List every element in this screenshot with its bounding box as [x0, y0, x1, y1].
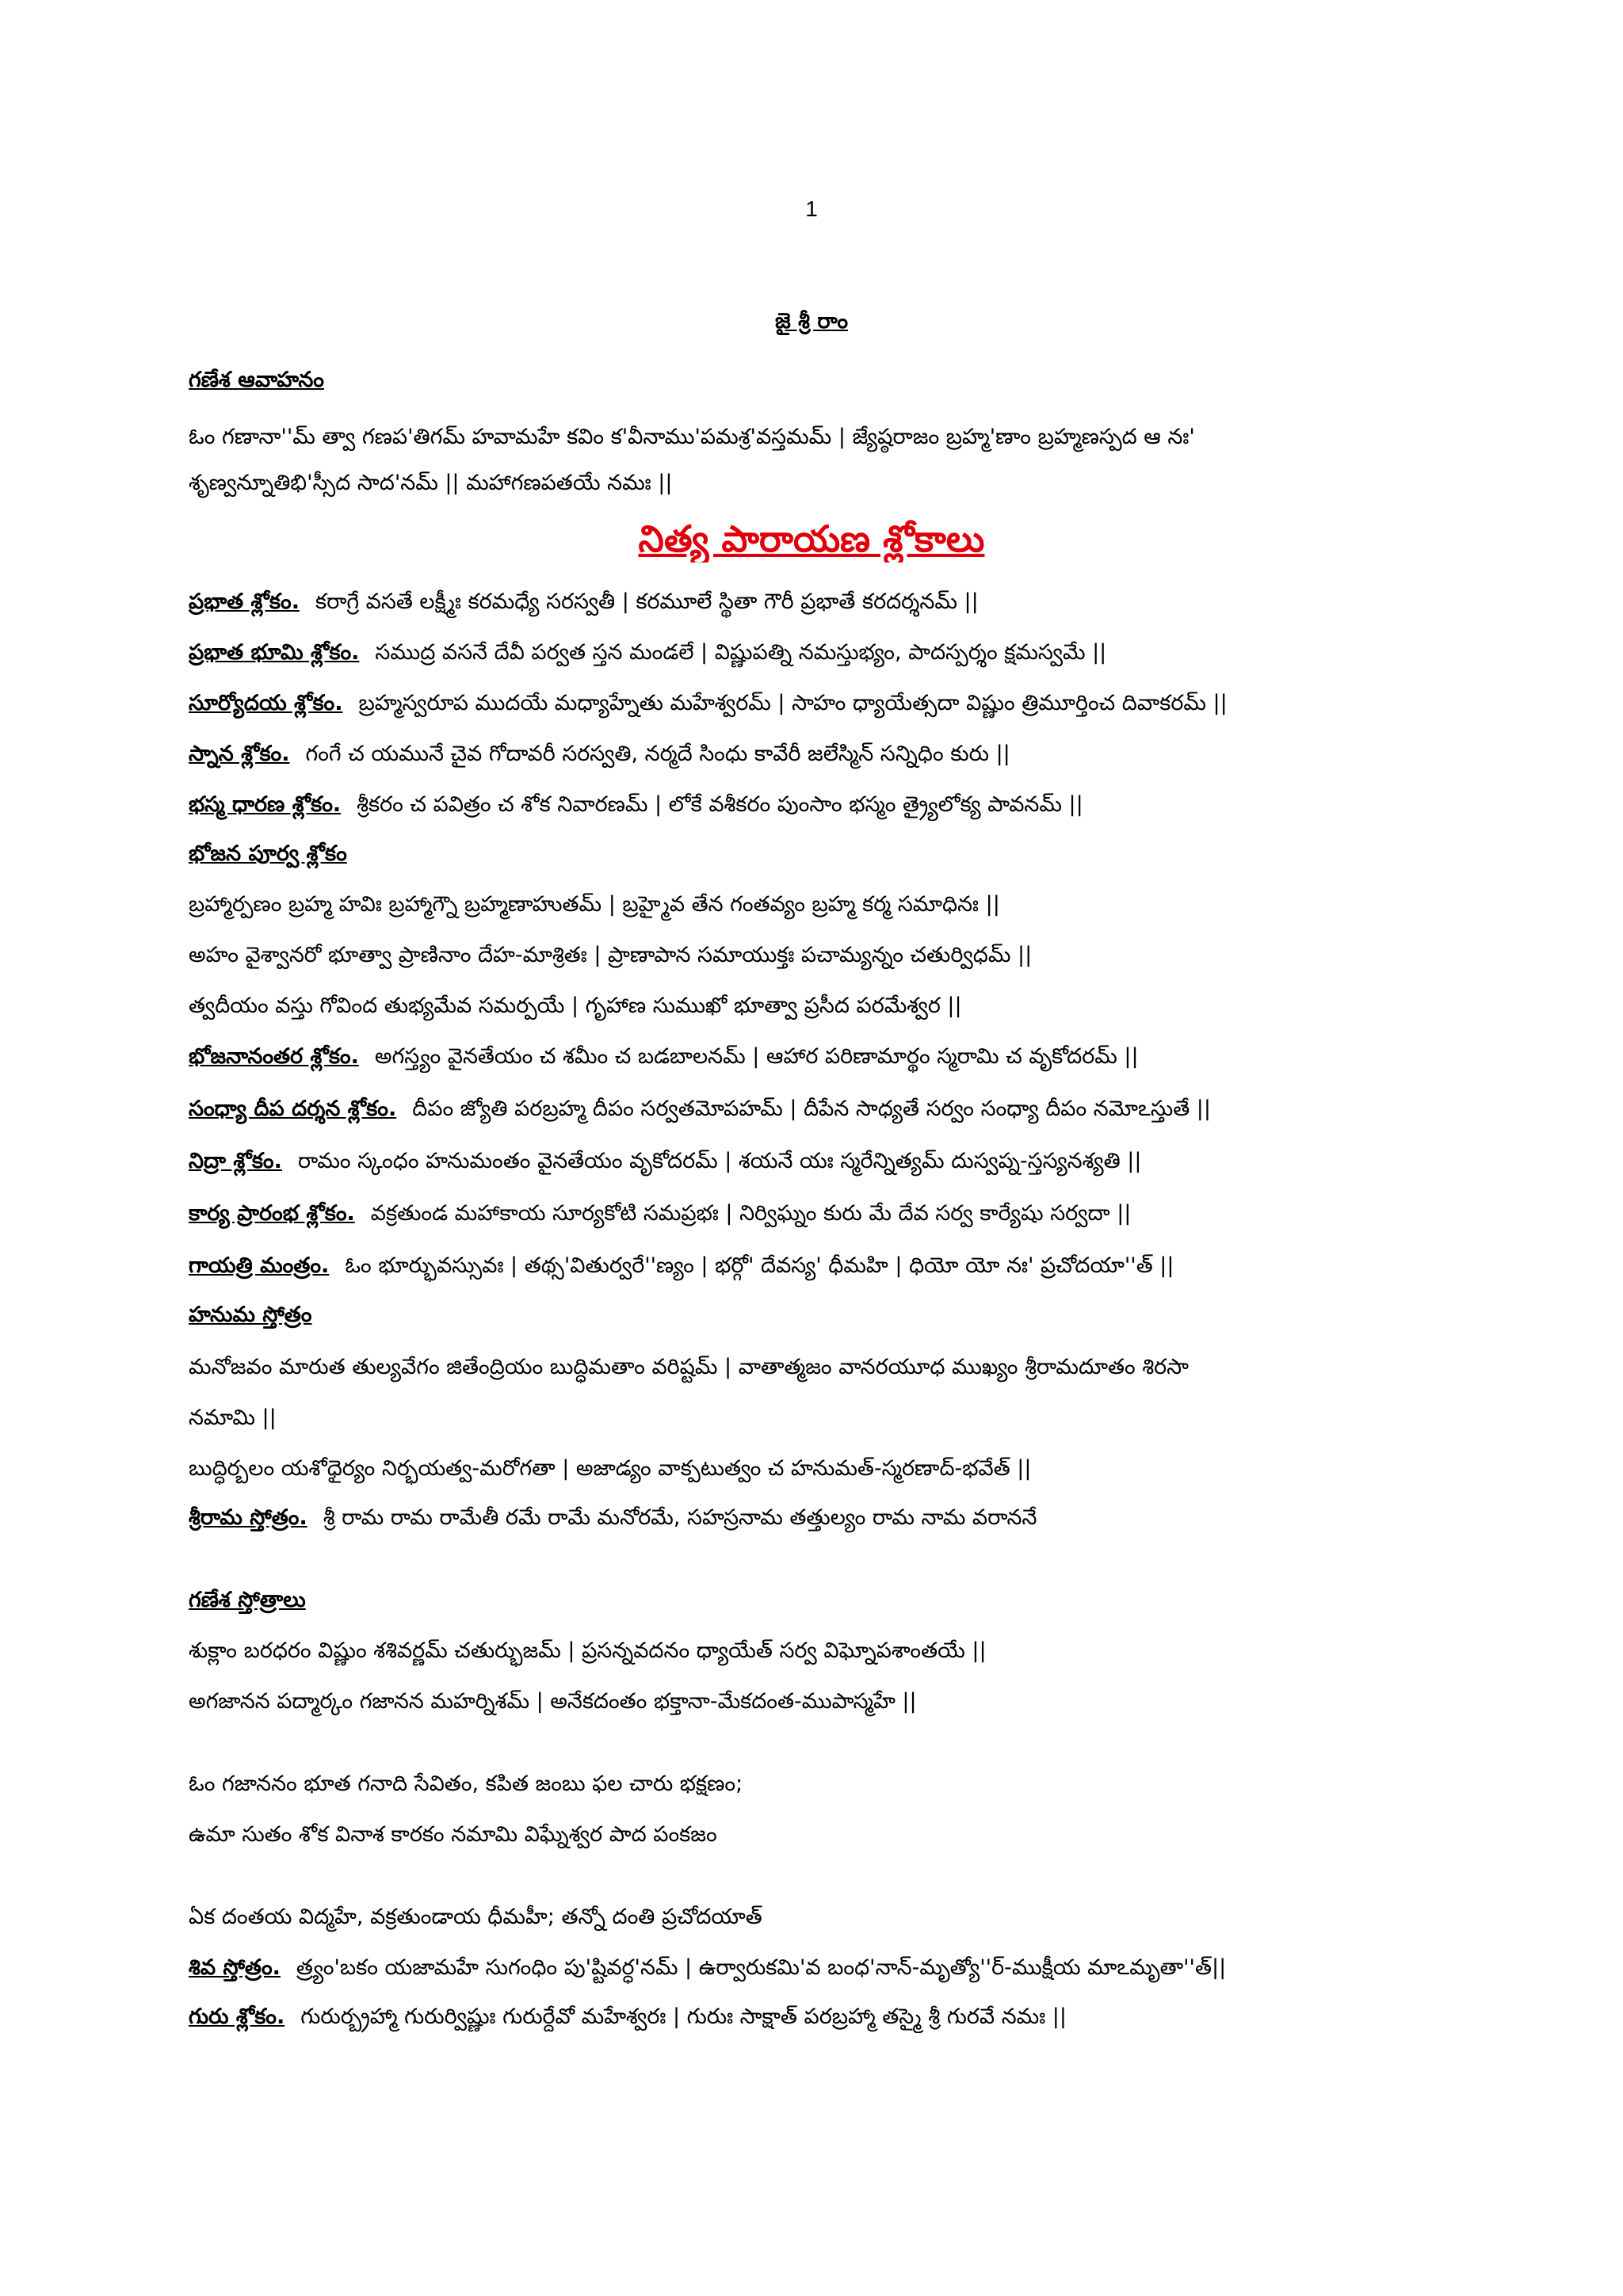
ganesha-avahanam-line2: శృణ్వన్నూతిభి'స్సీద సాద'నమ్ || మహాగణపతయే నమః ||	[189, 471, 673, 495]
hanuma-line1: మనోజవం మారుత తుల్యవేగం జితేంద్రియం బుద్ధిమతాం వరిష్టమ్ | వాతాత్మజం వానరయూధ ముఖ్యం శ్రీరామదూతం శిరసా	[189, 1355, 1190, 1379]
ganesha-avahanam-line1: ఓం గణానా''మ్ త్వా గణప'తిగమ్ హవామహే కవిం క'వీనాము'పమశ్ర'వస్తమమ్ | జ్యేష్ఠరాజం బ్రహ్మ'ణాం బ్రహ్మణస్పద ఆ నః'	[189, 425, 1195, 449]
nidra-sloka	[189, 1146, 1488, 1177]
sandhya-label: సంధ్యా దీప దర్శన శ్లోకం.	[189, 1097, 397, 1121]
ganesha-stotra-line4: ఉమా సుతం శోక వినాశ కారకం నమామి విఘ్నేశ్వర పాద పంకజం	[189, 1822, 717, 1847]
guru-text: గురుర్బ్రహ్మా గురుర్విష్ణుః గురుర్దేవో మహేశ్వరః | గురుః సాక్షాత్ పరబ్రహ్మా తస్మై శ్రీ గురవే నమః ||	[300, 2004, 1067, 2029]
snana-sloka	[189, 738, 1488, 770]
bhojana-purva-line1: బ్రహ్మార్పణం బ్రహ్మ హవిః బ్రహ్మాగ్నౌ బ్రహ్మణాహుతమ్ | బ్రహ్మైవ తేన గంతవ్యం బ్రహ్మ కర్మ సమాధినః ||	[189, 892, 1000, 917]
prabhata-text: కరాగ్రే వసతే లక్ష్మీః కరమధ్యే సరస్వతీ | కరమూలే స్థితా గౌరీ ప్రభాతే కరదర్శనమ్ ||	[315, 589, 979, 614]
shiva-label: శివ స్తోత్రం.	[189, 1955, 281, 1980]
prabhata-label: ప్రభాత శ్లోకం.	[189, 589, 300, 614]
bhojana-purva-line3: త్వదీయం వస్తు గోవింద తుభ్యమేవ సమర్పయే | గృహాణ సుముఖో భూత్వా ప్రసీద పరమేశ్వర ||	[189, 994, 962, 1018]
gayatri-label: గాయత్రి మంత్రం.	[189, 1253, 330, 1278]
ganesha-stotra-line1: శుక్లాం బరధరం విష్ణుం శశివర్ణమ్ చతుర్భుజమ్ | ప్రసన్నవదనం ధ్యాయేత్ సర్వ విఘ్నోపశాంతయే ||	[189, 1638, 987, 1663]
gayatri-text: ఓం భూర్భువస్సువః | తథ్స'వితుర్వరే''ణ్యం | భర్గో' దేవస్య' ధీమహి | ధియో యో నః' ప్రచోదయా''త్ ||	[345, 1253, 1174, 1278]
shiva-stotram	[189, 1952, 1488, 1984]
bhumi-text: సముద్ర వసనే దేవీ పర్వత స్తన మండలే | విష్ణుపత్ని నమస్తుభ్యం, పాదస్పర్శం క్షమస్వమే ||	[375, 640, 1107, 665]
sandhya-sloka	[189, 1093, 1488, 1125]
ganesha-stotra-line2: అగజానన పద్మార్కం గజానన మహర్నిశమ్ | అనేకదంతం భక్తానా-మేకదంత-ముపాస్మహే ||	[189, 1689, 917, 1714]
bhojananantara-text: అగస్త్యం వైనతేయం చ శమీం చ బడబాలనమ్ | ఆహార పరిణామార్థం స్మరామి చ వృకోదరమ్ ||	[374, 1044, 1139, 1069]
nidra-label: నిద్రా శ్లోకం.	[189, 1149, 282, 1173]
hanuma-heading: హనుమ స్తోత్రం	[189, 1302, 312, 1327]
suryodaya-text: బ్రహ్మస్వరూప ముదయే మధ్యాహ్నేతు మహేశ్వరమ్ | సాహం ధ్యాయేత్సదా విష్ణుం త్రిమూర్తించ దివాకరమ్ ||	[358, 691, 1228, 715]
suryodaya-sloka	[189, 688, 1488, 719]
guru-label: గురు శ్లోకం.	[189, 2004, 285, 2029]
ganesha-avahanam-heading: గణేశ ఆవాహనం	[189, 368, 324, 392]
snana-text: గంగే చ యమునే చైవ గోదావరీ సరస్వతి, నర్మదే సింధు కావేరీ జలేస్మిన్ సన్నిధిం కురు ||	[305, 742, 1010, 766]
page-title: నిత్య పారాయణ శ్లోకాలు	[638, 517, 985, 560]
srirama-text: శ్రీ రామ రామ రామేతీ రమే రామే మనోరమే, సహస్రనామ తత్తుల్యం రామ నామ వరాననే	[323, 1505, 1037, 1530]
bhojananantara-label: భోజనానంతర శ్లోకం.	[189, 1044, 359, 1069]
hanuma-line2: నమామి ||	[189, 1405, 277, 1430]
guru-sloka	[189, 2001, 1488, 2033]
srirama-label: శ్రీరామ స్తోత్రం.	[189, 1505, 307, 1530]
bhumi-sloka	[189, 637, 1488, 669]
page-number: 1	[805, 196, 818, 221]
ganesha-stotra-line3: ఓం గజాననం భూత గనాది సేవితం, కపిత జంబు ఫల చారు భక్షణం;	[189, 1772, 743, 1796]
karya-text: వక్రతుండ మహాకాయ సూర్యకోటి సమప్రభః | నిర్విఘ్నం కురు మే దేవ సర్వ కార్యేషు సర్వదా ||	[370, 1201, 1132, 1226]
nidra-text: రామం స్కంధం హనుమంతం వైనతేయం వృకోదరమ్ | శయనే యః స్మరేన్నిత్యమ్ దుస్వప్న-స్తస్యనశ్యతి ||	[297, 1149, 1142, 1173]
suryodaya-label: సూర్యోదయ శ్లోకం.	[189, 691, 343, 715]
shiva-text: త్ర్యం'బకం యజామహే సుగంధిం పు'ష్టివర్ధ'నమ్ | ఉర్వారుకమి'వ బంధ'నాన్-మృత్యో''ర్-ముక్షీయ మాఽమృతా''త్||	[296, 1955, 1227, 1980]
sandhya-text: దీపం జ్యోతి పరబ్రహ్మ దీపం సర్వతమోపహమ్ | దీపేన సాధ్యతే సర్వం సంధ్యా దీపం నమోఽస్తుతే ||	[412, 1097, 1211, 1121]
top-heading: జై శ్రీ రాం	[774, 309, 849, 334]
prabhata-sloka	[189, 586, 1488, 618]
bhumi-label: ప్రభాత భూమి శ్లోకం.	[189, 640, 360, 665]
bhasma-sloka	[189, 789, 1488, 821]
snana-label: స్నాన శ్లోకం.	[189, 742, 290, 766]
gayatri-mantram	[189, 1250, 1488, 1282]
bhojana-purva-heading: భోజన పూర్వ శ్లోకం	[189, 841, 347, 866]
bhasma-label: భస్మ ధారణ శ్లోకం.	[189, 792, 342, 817]
hanuma-line3: బుద్ధిర్బలం యశోధైర్యం నిర్భయత్వ-మరోగతా | అజాడ్యం వాక్పటుత్వం చ హనుమత్-స్మరణాద్-భవేత్ ||	[189, 1456, 1032, 1481]
bhojana-purva-line2: అహం వైశ్వానరో భూత్వా ప్రాణినాం దేహ-మాశ్రితః | ప్రాణాపాన సమాయుక్తః పచామ్యన్నం చతుర్విధమ్ ||	[189, 943, 1033, 967]
karya-sloka	[189, 1198, 1488, 1230]
srirama-stotram	[189, 1502, 1488, 1534]
bhojananantara-sloka	[189, 1041, 1488, 1073]
karya-label: కార్య ప్రారంభ శ్లోకం.	[189, 1201, 355, 1226]
ganesha-stotra-line5: ఏక దంతయ విద్మహే, వక్రతుండాయ ధీమహీ; తన్నో దంతి ప్రచోదయాత్	[189, 1905, 762, 1929]
bhasma-text: శ్రీకరం చ పవిత్రం చ శోక నివారణమ్ | లోకే వశీకరం పుంసాం భస్మం త్ర్యైలోక్య పావనమ్ ||	[357, 792, 1083, 817]
ganesha-stotra-heading: గణేశ స్తోత్రాలు	[189, 1588, 306, 1612]
